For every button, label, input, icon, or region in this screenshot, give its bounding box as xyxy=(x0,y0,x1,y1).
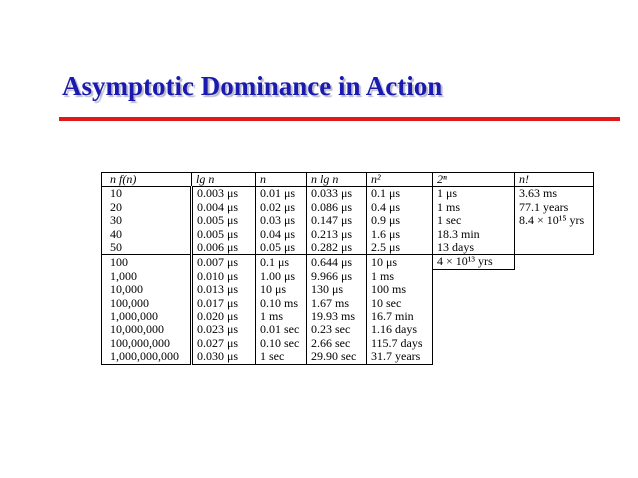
slide-title: Asymptotic Dominance in Action xyxy=(62,71,443,101)
empty-cell xyxy=(515,323,594,336)
table-row xyxy=(102,323,594,336)
cell-n-squared-value: 0.9 μs xyxy=(367,214,433,227)
cell-2-to-n-value xyxy=(433,350,515,364)
header-n: n xyxy=(256,173,307,187)
cell-n-value: 100 xyxy=(102,255,192,269)
cell-n-squared-value: 2.5 μs xyxy=(367,241,433,255)
cell-n-time: 0.01 μs xyxy=(256,187,307,201)
header-n-lg-n: n lg n xyxy=(307,173,367,187)
cell-n-squared-value: 16.7 min xyxy=(367,310,433,323)
cell-n-value: 10,000,000 xyxy=(102,323,192,336)
cell-n-value: 100,000,000 xyxy=(102,337,192,350)
header-n-fn: n f(n) xyxy=(102,173,192,187)
header-n-factorial: n! xyxy=(515,173,594,187)
cell-n-time: 0.1 μs xyxy=(256,255,307,269)
cell-lg-n-value: 0.007 μs xyxy=(192,255,256,269)
cell-n-factorial-value: 3.63 ms xyxy=(515,187,594,201)
table-header-row xyxy=(102,173,594,187)
cell-n-lg-n-value: 0.147 μs xyxy=(307,214,367,227)
cell-n-lg-n-value: 1.67 ms xyxy=(307,297,367,310)
cell-n-time: 0.10 ms xyxy=(256,297,307,310)
cell-lg-n-value: 0.017 μs xyxy=(197,295,239,310)
cell-2-to-n-value xyxy=(433,310,515,323)
cell-n-value: 100,000 xyxy=(102,297,192,310)
cell-lg-n-value: 0.027 μs xyxy=(197,335,239,350)
cell-lg-n-value: 0.005 μs xyxy=(197,213,239,228)
cell-n-lg-n-value: 0.282 μs xyxy=(307,241,367,255)
cell-n-time: 10 μs xyxy=(256,283,307,296)
cell-n-time: 0.01 sec xyxy=(256,323,307,336)
cell-lg-n-value: 0.005 μs xyxy=(197,226,239,241)
cell-lg-n-value: 0.004 μs xyxy=(197,199,239,214)
cell-n-lg-n-value: 2.66 sec xyxy=(307,337,367,350)
table-row xyxy=(102,337,594,350)
cell-n-factorial-value: 77.1 years xyxy=(515,201,594,214)
cell-n-factorial-value xyxy=(515,228,594,241)
cell-n-value: 50 xyxy=(102,241,192,255)
cell-n-time: 0.10 sec xyxy=(256,337,307,350)
cell-n-factorial-value: 8.4 × 10¹⁵ yrs xyxy=(515,214,594,227)
table-row xyxy=(102,241,594,255)
table-row xyxy=(102,297,594,310)
cell-n-time: 1.00 μs xyxy=(256,269,307,283)
cell-lg-n-value: 0.010 μs xyxy=(197,268,239,283)
cell-n-value: 1,000,000 xyxy=(102,310,192,323)
table-row xyxy=(102,310,594,323)
cell-n-squared-value: 0.1 μs xyxy=(367,187,433,201)
header-2-to-n: 2ⁿ xyxy=(433,173,515,187)
cell-n-value: 10 xyxy=(102,187,192,201)
cell-n-squared-value: 100 ms xyxy=(367,283,433,296)
cell-n-value: 20 xyxy=(102,201,192,214)
header-lg-n: lg n xyxy=(192,173,256,187)
cell-n-squared-value: 10 μs xyxy=(367,255,433,269)
cell-n-lg-n-value: 0.086 μs xyxy=(307,201,367,214)
table-row xyxy=(102,214,594,227)
cell-2-to-n-value: 1 sec xyxy=(433,214,515,227)
table-body-large-n xyxy=(102,255,594,364)
cell-lg-n-value: 0.030 μs xyxy=(192,350,256,364)
title-divider xyxy=(59,117,620,121)
cell-2-to-n-value xyxy=(433,297,515,310)
cell-n-value: 1,000 xyxy=(102,269,192,283)
table-row xyxy=(102,350,594,364)
cell-n-factorial-value xyxy=(515,241,594,255)
cell-2-to-n-value: 1 μs xyxy=(433,187,515,201)
cell-2-to-n-value xyxy=(433,337,515,350)
cell-n-lg-n-value: 0.033 μs xyxy=(307,187,367,201)
cell-2-to-n-value: 4 × 10¹³ yrs xyxy=(433,255,515,269)
cell-n-time: 1 ms xyxy=(256,310,307,323)
cell-n-lg-n-value: 130 μs xyxy=(307,283,367,296)
cell-n-time: 0.03 μs xyxy=(256,214,307,227)
cell-n-time: 0.05 μs xyxy=(256,241,307,255)
cell-2-to-n-value xyxy=(433,269,515,283)
cell-n-squared-value: 1.16 days xyxy=(367,323,433,336)
table-row xyxy=(102,269,594,283)
header-n-squared: n² xyxy=(367,173,433,187)
empty-cell xyxy=(515,283,594,296)
table-row xyxy=(102,255,594,269)
cell-lg-n-value: 0.006 μs xyxy=(192,241,256,255)
cell-2-to-n-value: 13 days xyxy=(433,241,515,255)
cell-n-time: 0.02 μs xyxy=(256,201,307,214)
cell-n-time: 1 sec xyxy=(256,350,307,364)
cell-n-value: 30 xyxy=(102,214,192,227)
empty-cell xyxy=(515,310,594,323)
cell-n-squared-value: 0.4 μs xyxy=(367,201,433,214)
cell-n-lg-n-value: 0.644 μs xyxy=(307,255,367,269)
empty-cell xyxy=(515,269,594,283)
table-row xyxy=(102,228,594,241)
cell-n-squared-value: 1 ms xyxy=(367,269,433,283)
table-row xyxy=(102,201,594,214)
cell-n-time: 0.04 μs xyxy=(256,228,307,241)
cell-lg-n-value: 0.023 μs xyxy=(197,322,239,337)
table-row xyxy=(102,187,594,201)
cell-lg-n-value: 0.003 μs xyxy=(192,187,256,201)
cell-n-value: 10,000 xyxy=(102,283,192,296)
cell-2-to-n-value: 18.3 min xyxy=(433,228,515,241)
cell-lg-n-value: 0.020 μs xyxy=(197,309,239,324)
table-row xyxy=(102,283,594,296)
cell-2-to-n-value xyxy=(433,323,515,336)
cell-n-lg-n-value: 9.966 μs xyxy=(307,269,367,283)
empty-cell xyxy=(515,350,594,364)
cell-n-lg-n-value: 19.93 ms xyxy=(307,310,367,323)
cell-2-to-n-value: 1 ms xyxy=(433,201,515,214)
empty-cell xyxy=(515,255,594,269)
cell-n-squared-value: 10 sec xyxy=(367,297,433,310)
cell-2-to-n-value xyxy=(433,283,515,296)
cell-n-lg-n-value: 29.90 sec xyxy=(307,350,367,364)
cell-n-lg-n-value: 0.23 sec xyxy=(307,323,367,336)
empty-cell xyxy=(515,337,594,350)
table-body-small-n xyxy=(102,187,594,255)
empty-cell xyxy=(515,297,594,310)
cell-n-squared-value: 31.7 years xyxy=(367,350,433,364)
cell-n-lg-n-value: 0.213 μs xyxy=(307,228,367,241)
cell-n-value: 40 xyxy=(102,228,192,241)
cell-n-value: 1,000,000,000 xyxy=(102,350,192,364)
cell-n-squared-value: 1.6 μs xyxy=(367,228,433,241)
cell-lg-n-value: 0.013 μs xyxy=(197,282,239,297)
growth-rate-table xyxy=(101,172,594,365)
cell-n-squared-value: 115.7 days xyxy=(367,337,433,350)
